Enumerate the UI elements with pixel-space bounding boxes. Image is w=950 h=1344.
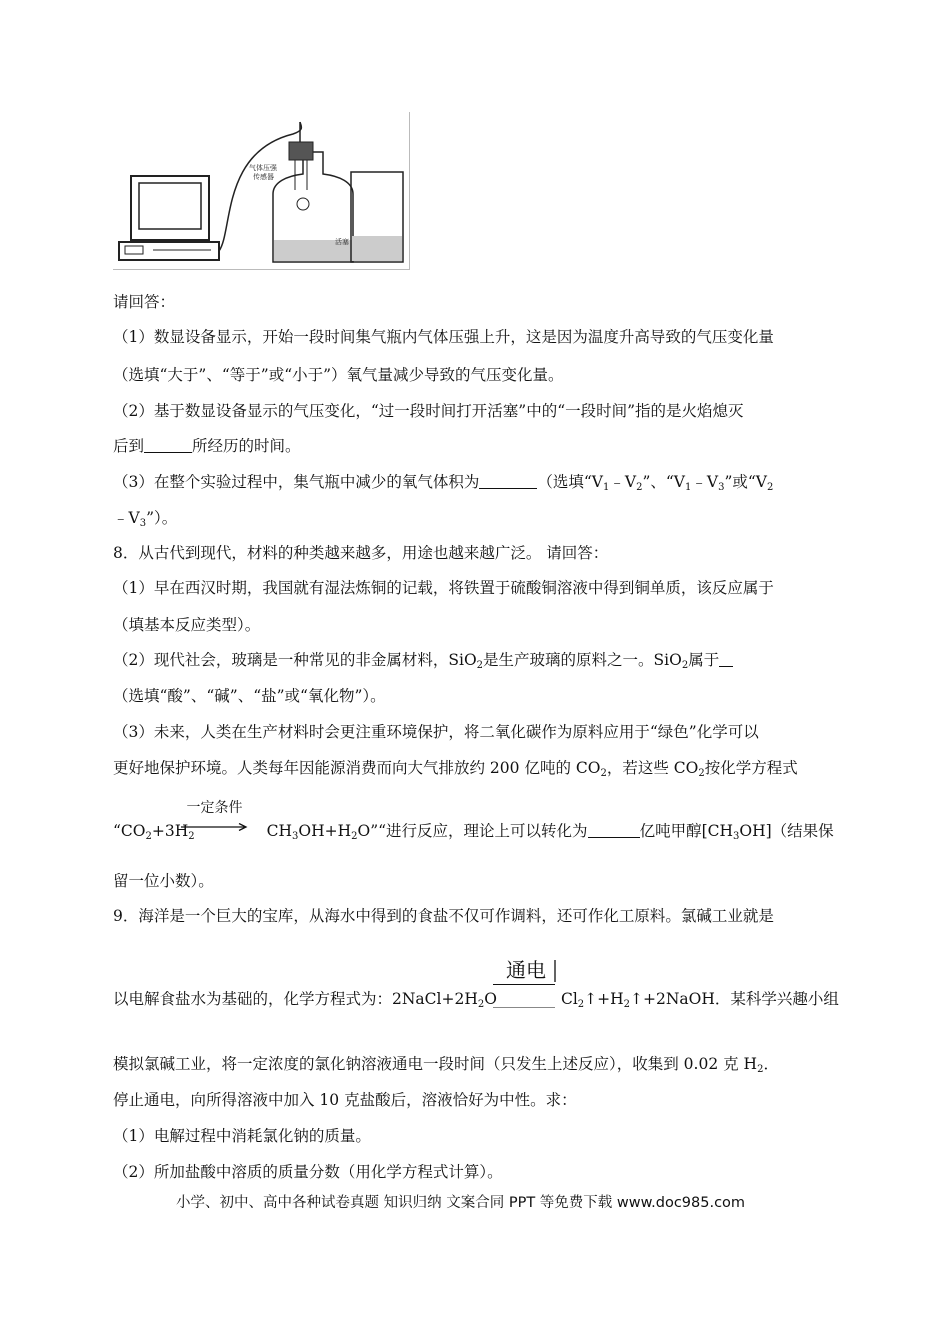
- q7-part3-opt-text: ”或“V: [724, 473, 767, 491]
- q7-part3-opt-text: ”、“V: [642, 473, 685, 491]
- subscript: 3: [733, 831, 740, 842]
- subscript: 2: [145, 831, 152, 842]
- equation-text: ↑+2NaOH．某科学兴趣小组: [630, 990, 839, 1008]
- q7-part3-opt-text: ﹣V: [113, 509, 140, 527]
- q9-title: [113, 906, 774, 926]
- q7-part3-opt-text: ﹣V: [691, 473, 719, 491]
- q8-part3-text-b: 按化学方程式: [704, 759, 798, 777]
- subscript: 2: [577, 999, 585, 1010]
- q7-part1-text-a: （1）数显设备显示，开始一段时间集气瓶内气体压强上升，这是因为温度升高导致的气压变化量: [113, 328, 774, 346]
- q7-part2-line2: [113, 436, 301, 456]
- equals-bracket-icon: [493, 958, 559, 984]
- q9-line-d: [113, 1162, 503, 1182]
- footer-text: 小学、初中、高中各种试卷真题 知识归纳 文案合同 PPT 等免费下载 www.doc985.com: [176, 1195, 746, 1211]
- q8-part3-text-a: （3）未来，人类在生产材料时会更注重环境保护，将二氧化碳作为原料应用于“绿色”化学可以: [113, 723, 759, 741]
- equation-text: 亿吨甲醇[CH: [639, 822, 733, 840]
- q7-part1-line1: [113, 327, 774, 347]
- subscript: 1: [685, 482, 692, 493]
- q8-part3-line1: [113, 722, 759, 742]
- subscript: 2: [681, 660, 689, 671]
- subscript: 2: [767, 482, 774, 493]
- equation-text: 以电解食盐水为基础的，化学方程式为：2NaCl+2H: [113, 990, 478, 1008]
- equation-text: ↑+H: [584, 990, 624, 1008]
- equation-text: CH: [266, 822, 293, 840]
- q8-part1-line1: [113, 578, 774, 598]
- equation-text: “CO: [113, 822, 146, 840]
- apparatus-figure: [113, 112, 410, 270]
- q8-part2-line1: [113, 650, 733, 676]
- q8-title: [113, 543, 608, 563]
- subscript: 2: [351, 831, 358, 842]
- subscript: 3: [718, 482, 725, 493]
- q7-part2-text-a: （2）基于数显设备显示的气压变化，“过一段时间打开活塞”中的“一段时间”指的是火焰熄灭: [113, 402, 744, 420]
- subscript: 2: [188, 831, 195, 842]
- page-footer: [176, 1191, 745, 1212]
- q7-intro-text: 请回答：: [113, 293, 176, 311]
- q8-part3-line4: [113, 871, 214, 891]
- q7-part3-opt-text: ”）。: [146, 509, 178, 527]
- equation-text: +3H: [151, 822, 189, 840]
- subscript: 2: [476, 660, 484, 671]
- answer-blank[interactable]: [144, 438, 192, 453]
- q9-text-c: （1）电解过程中消耗氯化钠的质量。: [113, 1127, 371, 1145]
- q9-text-d: （2）所加盐酸中溶质的质量分数（用化学方程式计算）。: [113, 1163, 503, 1181]
- apparatus-drawing: [113, 112, 409, 269]
- subscript: 2: [636, 482, 643, 493]
- subscript: 2: [757, 1064, 764, 1075]
- stopcock-label: 活塞: [335, 238, 349, 246]
- q8-part1-text-b: （填基本反应类型）。: [113, 616, 261, 634]
- q9-line-c: [113, 1126, 371, 1146]
- sensor-label-1: 气体压强: [249, 164, 277, 172]
- q8-equation-line: [113, 821, 834, 847]
- subscript: 2: [698, 768, 705, 779]
- q9-line-a: [113, 1054, 779, 1080]
- equation-text: O”“进行反应，理论上可以转化为: [357, 822, 588, 840]
- q9-text-a: ．: [763, 1055, 779, 1073]
- subscript: 3: [292, 831, 299, 842]
- q7-part2-text-pre: 后到: [113, 437, 145, 455]
- subscript: 2: [477, 999, 485, 1010]
- q8-part3-text-d: 留一位小数）。: [113, 872, 214, 890]
- q7-part1-text-b: （选填“大于”、“等于”或“小于”）氧气量减少导致的气压变化量。: [113, 366, 564, 384]
- q7-part3-text-pre: （3）在整个实验过程中，集气瓶中减少的氧气体积为: [113, 473, 480, 491]
- q7-part3-line2: [113, 508, 177, 534]
- equation-text: OH]（结果保: [739, 822, 834, 840]
- equation-text: O: [484, 990, 497, 1008]
- q9-line-b: [113, 1090, 577, 1110]
- q9-text-a: 模拟氯碱工业，将一定浓度的氯化钠溶液通电一段时间（只发生上述反应），收集到 0.02 克 H: [113, 1055, 758, 1073]
- q9-title-text: 9．海洋是一个巨大的宝库，从海水中得到的食盐不仅可作调料，还可作化工原料。氯碱工业就是: [113, 907, 774, 925]
- q8-part3-line2: [113, 758, 798, 784]
- equation-text: Cl: [560, 990, 578, 1008]
- q8-part2-text: （2）现代社会，玻璃是一种常见的非金属材料，SiO: [113, 651, 477, 669]
- answer-blank[interactable]: [719, 652, 733, 667]
- equation-text: OH+H: [298, 822, 352, 840]
- q7-part3-opt-text: （选填“V: [537, 473, 603, 491]
- q7-intro: [113, 292, 175, 312]
- q8-part3-text-b: ，若这些 CO: [606, 759, 699, 777]
- q7-part3-line1: [113, 472, 773, 498]
- q7-part2-text-post: 所经历的时间。: [192, 437, 301, 455]
- q8-part1-line2: [113, 615, 260, 635]
- condition-label: 通电: [506, 958, 546, 982]
- condition-label: 一定条件: [186, 800, 243, 816]
- q8-part3-text-b: 更好地保护环境。人类每年因能源消费而向大气排放约 200 亿吨的 CO: [113, 759, 601, 777]
- q7-part3-opt-text: ﹣V: [609, 473, 637, 491]
- q9-equation-line: [113, 989, 839, 1015]
- q8-part2-text: 属于: [688, 651, 720, 669]
- q8-title-text: 8．从古代到现代，材料的种类越来越多，用途也越来越广泛。 请回答：: [113, 544, 609, 562]
- sensor-label-2: 传感器: [253, 173, 274, 181]
- subscript: 1: [603, 482, 610, 493]
- subscript: 3: [139, 518, 147, 529]
- q8-part2-line2: [113, 686, 386, 706]
- q7-part1-line2: [113, 365, 564, 385]
- q8-part2-text: 是生产玻璃的原料之一。SiO: [483, 651, 682, 669]
- answer-blank[interactable]: [588, 823, 640, 838]
- answer-blank[interactable]: [479, 474, 537, 489]
- q9-text-b: 停止通电，向所得溶液中加入 10 克盐酸后，溶液恰好为中性。求：: [113, 1091, 577, 1109]
- q8-part1-text-a: （1）早在西汉时期，我国就有湿法炼铜的记载，将铁置于硫酸铜溶液中得到铜单质，该反应属于: [113, 579, 774, 597]
- subscript: 2: [623, 999, 631, 1010]
- q7-part2-line1: [113, 401, 744, 421]
- subscript: 2: [600, 768, 607, 779]
- q8-part2-text-b: （选填“酸”、“碱”、“盐”或“氧化物”）。: [113, 687, 386, 705]
